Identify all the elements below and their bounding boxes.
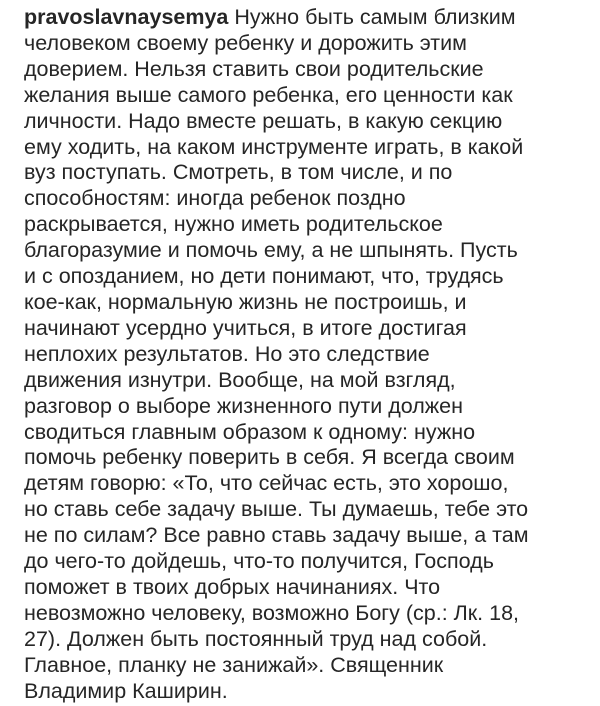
caption-line: движения изнутри. Вообще, на мой взгляд, <box>24 367 456 392</box>
caption-line: поможет в твоих добрых начинаниях. Что <box>24 574 441 599</box>
caption-line: детям говорю: «То, что сейчас есть, это хорошо, <box>24 471 509 496</box>
caption-line: человеком своему ребенку и дорожить этим <box>24 30 467 55</box>
caption-line: Владимир Каширин. <box>24 678 228 703</box>
username-link[interactable]: pravoslavnaysemya <box>24 5 229 29</box>
caption-line: вуз поступать. Смотреть, в том числе, и по <box>24 160 453 185</box>
caption-line: раскрывается, нужно иметь родительское <box>24 212 443 237</box>
caption-line: 27). Должен быть постоянный труд над собой. <box>24 626 488 651</box>
caption-line: и с опозданием, но дети понимают, что, трудясь <box>24 264 504 289</box>
caption-line: помочь ребенку поверить в себя. Я всегда своим <box>24 445 515 470</box>
caption-line: невозможно человеку, возможно Богу (ср.: Лк. 18, <box>24 600 519 625</box>
caption-line: но ставь себе задачу выше. Ты думаешь, тебе это <box>24 497 529 522</box>
caption-line: не по силам? Все равно ставь задачу выше, а там <box>24 523 529 548</box>
caption-line: Главное, планку не занижай». Священник <box>24 652 444 677</box>
caption-line: до чего-то дойдешь, что-то получится, Господь <box>24 549 494 574</box>
caption-line: сводиться главным образом к одному: нужно <box>24 419 476 444</box>
caption-line: желания выше самого ребенка, его ценности как <box>24 82 513 107</box>
caption-line: доверием. Нельзя ставить свои родительские <box>24 56 484 81</box>
caption-line: неплохих результатов. Но это следствие <box>24 341 430 366</box>
caption-line: начинают усердно учиться, в итоге достигая <box>24 315 467 340</box>
caption-line: благоразумие и помочь ему, а не шпынять. Пусть <box>24 238 518 263</box>
caption-text: Нужно быть самым близким <box>234 5 516 29</box>
caption-line: ему ходить, на каком инструменте играть, в какой <box>24 134 524 159</box>
caption-line: кое-как, нормальную жизнь не построишь, и <box>24 289 467 314</box>
caption-line: способностям: иногда ребенок поздно <box>24 186 406 211</box>
caption-line: разговор о выборе жизненного пути должен <box>24 393 463 418</box>
caption-line <box>24 5 592 31</box>
caption-line: личности. Надо вместе решать, в какую секцию <box>24 108 503 133</box>
